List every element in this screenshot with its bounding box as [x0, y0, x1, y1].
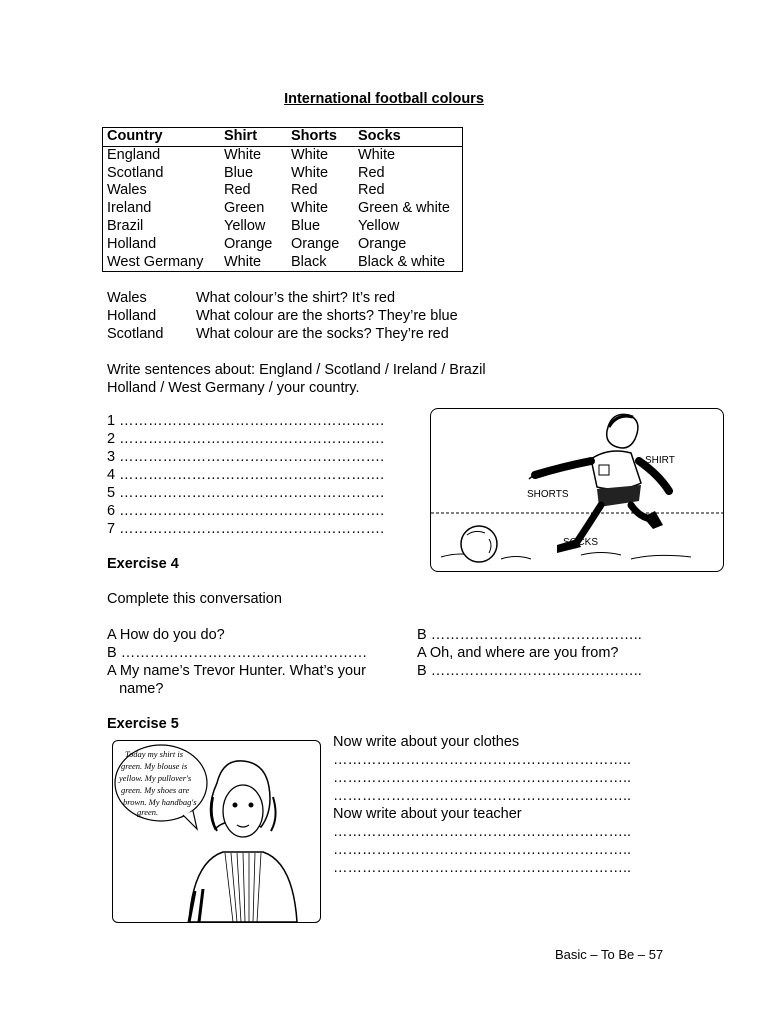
table-cell: Red — [358, 164, 385, 181]
table-cell: Red — [358, 182, 385, 199]
table-cell: White — [291, 164, 329, 181]
svg-text:yellow. My pullover's: yellow. My pullover's — [119, 773, 192, 783]
writing-line: …………………………………………………….. — [333, 752, 632, 768]
table-cell: White — [291, 200, 329, 217]
table-cell: White — [358, 146, 396, 163]
table-cell: Red — [224, 182, 251, 199]
table-cell: England — [107, 146, 161, 163]
example-sentence: What colour’s the shirt? It’s red — [196, 290, 396, 306]
table-cell: Ireland — [107, 200, 152, 217]
page-title: International football colours — [284, 91, 484, 107]
table-row — [103, 254, 463, 272]
table-cell: Holland — [107, 235, 157, 252]
table-cell: Yellow — [224, 217, 266, 234]
conversation-line: A How do you do? — [107, 627, 225, 643]
exercise-5-writing — [333, 733, 673, 877]
table-cell: Black — [291, 253, 327, 270]
colours-table — [102, 127, 463, 272]
socks-label: SOCKS — [563, 537, 599, 548]
table-row — [103, 182, 463, 200]
page-footer: Basic – To Be – 57 — [555, 947, 664, 962]
example-country: Holland — [107, 308, 157, 324]
woman-drawing — [113, 741, 320, 922]
exercise-4-heading: Exercise 4 — [107, 556, 179, 572]
table-cell: Green & white — [358, 200, 450, 217]
table-cell: Blue — [291, 217, 321, 234]
writing-line: …………………………………………………….. — [333, 788, 632, 804]
conversation-line: B …………………………………….. — [417, 627, 642, 643]
table-cell: White — [224, 253, 262, 270]
writing-line: …………………………………………………….. — [333, 842, 632, 858]
svg-text:green.: green. — [137, 807, 159, 817]
table-row — [103, 200, 463, 218]
table-row — [103, 218, 463, 236]
header-shirt: Shirt — [220, 128, 287, 147]
instruction-block — [107, 361, 486, 397]
example-country: Scotland — [107, 326, 164, 342]
instruction-line: Write sentences about: England / Scotland / Ireland / Brazil — [107, 362, 486, 378]
instruction-line: Holland / West Germany / your country. — [107, 380, 360, 396]
svg-text:Today my shirt is: Today my shirt is — [125, 749, 184, 759]
woman-illustration — [112, 740, 321, 923]
table-cell: Orange — [224, 235, 273, 252]
answer-line: 5 ………………………………………………. — [107, 485, 385, 501]
table-row — [103, 146, 463, 164]
footballer-illustration — [430, 408, 724, 572]
answer-line: 4 ………………………………………………. — [107, 467, 385, 483]
answer-line: 3 ………………………………………………. — [107, 449, 385, 465]
table-header-row — [103, 128, 463, 147]
svg-text:brown. My handbag's: brown. My handbag's — [123, 797, 197, 807]
header-shorts: Shorts — [287, 128, 354, 147]
writing-line: …………………………………………………….. — [333, 824, 632, 840]
conversation-left — [107, 626, 407, 698]
conversation-right — [417, 626, 677, 680]
exercise-4-instruction: Complete this conversation — [107, 591, 282, 607]
answer-lines — [107, 412, 384, 538]
table-row — [103, 236, 463, 254]
table-row — [103, 165, 463, 183]
shirt-label: SHIRT — [645, 455, 675, 466]
table-cell: Brazil — [107, 217, 144, 234]
example-row — [107, 289, 458, 307]
table-cell: Scotland — [107, 164, 164, 181]
example-sentence: What colour are the shorts? They’re blue — [196, 308, 458, 324]
example-country: Wales — [107, 290, 147, 306]
writing-line: …………………………………………………….. — [333, 860, 632, 876]
table-cell: Orange — [291, 235, 340, 252]
svg-text:green. My blouse is: green. My blouse is — [121, 761, 188, 771]
conversation-line: B …………………………………………… — [107, 645, 368, 661]
table-cell: Green — [224, 200, 265, 217]
table-cell: Orange — [358, 235, 407, 252]
conversation-line: B …………………………………….. — [417, 663, 642, 679]
example-row — [107, 307, 458, 325]
conversation-line: name? — [107, 681, 164, 697]
answer-line: 7 ………………………………………………. — [107, 521, 385, 537]
table-cell: Wales — [107, 182, 147, 199]
conversation-line: A My name’s Trevor Hunter. What’s your — [107, 663, 366, 679]
table-cell: White — [291, 146, 329, 163]
footballer-drawing — [431, 409, 723, 571]
table-cell: West Germany — [107, 253, 204, 270]
table-cell: Yellow — [358, 217, 400, 234]
teacher-prompt: Now write about your teacher — [333, 806, 522, 822]
example-sentence: What colour are the socks? They’re red — [196, 326, 449, 342]
writing-line: …………………………………………………….. — [333, 770, 632, 786]
exercise-5-heading: Exercise 5 — [107, 716, 179, 732]
header-socks: Socks — [354, 128, 463, 147]
table-cell: Black & white — [358, 253, 446, 270]
shorts-label: SHORTS — [527, 489, 569, 500]
clothes-prompt: Now write about your clothes — [333, 734, 520, 750]
conversation-line: A Oh, and where are you from? — [417, 645, 619, 661]
table-cell: Red — [291, 182, 318, 199]
table-cell: Blue — [224, 164, 254, 181]
example-block — [107, 289, 458, 343]
answer-line: 1 ………………………………………………. — [107, 413, 385, 429]
answer-line: 6 ………………………………………………. — [107, 503, 385, 519]
ball-icon — [461, 526, 497, 562]
header-country: Country — [103, 128, 221, 147]
answer-line: 2 ………………………………………………. — [107, 431, 385, 447]
svg-text:green. My shoes are: green. My shoes are — [121, 785, 190, 795]
table-cell: White — [224, 146, 262, 163]
example-row — [107, 325, 458, 343]
